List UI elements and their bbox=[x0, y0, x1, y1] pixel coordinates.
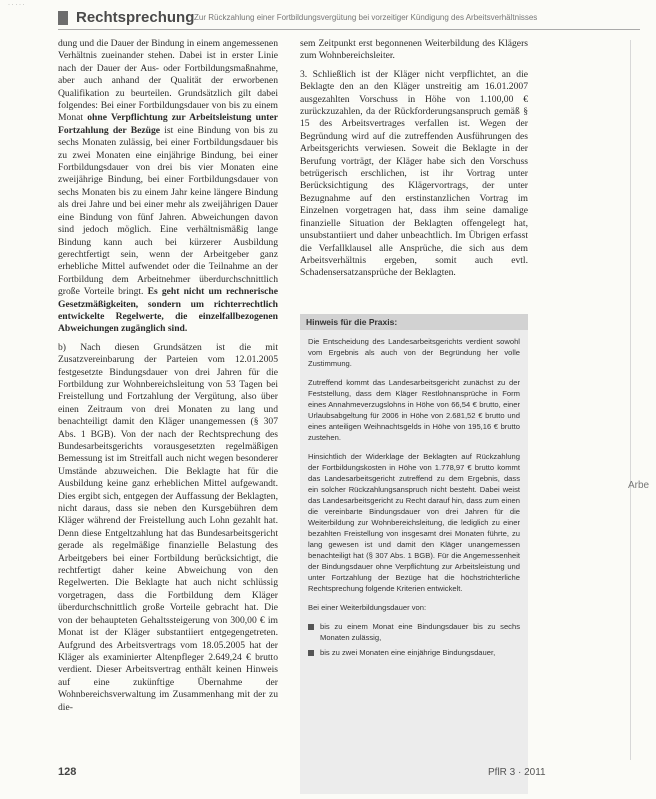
note-paragraph: Zutreffend kommt das Landesarbeitsgericht zunächst zu der Feststellung, dass dem Kläger Restlohnansprüche in Form eines Annahmeverzugslohns in Höhe von 66,54 € brutto, einer Urlaubsabgeltung für 2006 in Höhe von 2.681,52 € brutto und eines anteiligen Weihnachtsgelds in Höhe von 195,16 € brutto zustehen. bbox=[308, 378, 520, 442]
emphasis-text: ohne Verpflichtung zur Arbeitsleistung unter Fortzahlung der Bezüge bbox=[58, 112, 279, 136]
paragraph-bindungsdauer bbox=[58, 38, 278, 336]
practice-note-box bbox=[300, 314, 528, 794]
practice-note-body bbox=[300, 330, 528, 658]
right-column bbox=[300, 38, 528, 286]
paragraph-continuation: sem Zeitpunkt erst begonnenen Weiterbildung des Klägers zum Wohnbereichsleiter. bbox=[300, 38, 528, 62]
section-title: Rechtsprechung bbox=[76, 9, 195, 26]
corner-mark: · · · · · bbox=[8, 2, 25, 8]
page-header bbox=[58, 9, 640, 31]
note-paragraph: Bei einer Weiterbildungsdauer von: bbox=[308, 603, 427, 612]
square-bullet-icon bbox=[308, 624, 314, 630]
header-rule bbox=[58, 29, 640, 30]
emphasis-text: Es geht nicht um rechnerische Gesetzmäßigkeiten, sondern um richterrechtlich entwickelte Regelwerte, die einzelfallbezogenen Abweichungen zugänglich sind. bbox=[58, 286, 278, 335]
page-number: 128 bbox=[58, 766, 77, 778]
margin-rule bbox=[630, 40, 631, 760]
list-item-text: bis zu einem Monat eine Bindungsdauer bis zu sechs Monaten zulässig, bbox=[320, 622, 520, 642]
paragraph-text: ist eine Bindung von bis zu sechs Monaten zulässig, bei einer Fortbildungsdauer bis zu zwei Monaten eine einjährige Bindung, bei einer Fortbildungsdauer von drei bis vier Monaten eine zweijährige Bindung, bei einer Fortbildungsdauer von sechs Monaten bis zu einem Jahr keine längere Bindung als drei Jahre und bei einer mehr als zweijährigen Dauer eine Bindung von fünf Jahren. Abweichungen davon sind jedoch möglich. Eine verhältnismäßig lange Bindung kann auch bei kürzerer Ausbildung gerechtfertigt sein, wenn der Arbeitgeber ganz erhebliche Mittel aufwendet oder die Teilnahme an der Fortbildung dem Arbeitnehmer überdurchschnittlich große Vorteile bringt. bbox=[58, 124, 278, 298]
paragraph-text: dung und die Dauer der Bindung in einem angemessenen Verhältnis zueinander stehen. Dabei ist in erster Linie nach der Dauer der Aus- oder Fortbildungsmaßnahme, aber auch anhand der Qualität der erworbenen Qualifikation zu beurteilen. Grundsätzlich gilt dabei folgendes: Bei einer Fortbildungsdauer von bis zu einem Monat bbox=[58, 38, 278, 124]
list-item bbox=[308, 647, 520, 658]
header-marker bbox=[58, 11, 68, 25]
practice-note-title: Hinweis für die Praxis: bbox=[300, 314, 528, 330]
section-subtitle: Zur Rückzahlung einer Fortbildungsvergütung bei vorzeitiger Kündigung des Arbeitsverhältnisses bbox=[194, 13, 538, 22]
square-bullet-icon bbox=[308, 650, 314, 656]
left-column bbox=[58, 38, 278, 720]
list-item-text: bis zu zwei Monaten eine einjährige Bindungsdauer, bbox=[320, 648, 496, 657]
journal-issue: PflR 3 · 2011 bbox=[488, 767, 546, 778]
section-tab: Arbe bbox=[628, 480, 650, 491]
note-paragraph: Hinsichtlich der Widerklage der Beklagten auf Rückzahlung der Fortbildungskosten in Höhe von 1.778,97 € brutto kommt das Landesarbeitsgericht zutreffend zu dem Ergebnis, dass ein solcher Rückzahlungsanspruch nicht besteht. Dabei weist das Landesarbeitsgericht zu Recht darauf hin, dass zum einen die vereinbarte Bindungsdauer von drei Jahren für die Weiterbildung zur Wohnbereichsleitung, die lediglich zu einer bezahlten Freistellung von insgesamt drei Monaten führte, zu lang gewesen ist und damit den Kläger unangemessen benachteiligt hat (§ 307 Abs. 1 BGB). Für die Angemessenheit der Bindungsdauer ohne Verpflichtung zur Arbeitsleistung und unter Fortzahlung der Bezüge hat die höchstrichterliche Rechtsprechung folgende Kriterien entwickelt. bbox=[308, 452, 520, 593]
note-paragraph: Die Entscheidung des Landesarbeitsgerichts verdient sowohl vom Ergebnis als auch von der Begründung her volle Zustimmung. bbox=[308, 337, 520, 368]
paragraph-b: b) Nach diesen Grundsätzen ist die mit Zusatzvereinbarung der Parteien vom 12.01.2005 festgesetzte Bindungsdauer von drei Jahren für die Fortbildung zur Wohnbereichsleitung von 53 Tagen bei Freistellung und Fortzahlung der Vergütung, also über einen Zeitraum von drei Monaten zu lang und benachteiligt damit den Kläger unangemessen (§ 307 Abs. 1 BGB). Von der nach der Rechtsprechung des Bundesarbeitsgerichts vorausgesetzten regelmäßigen Bemessung ist im Streitfall auch nicht wegen besonderer Umstände abzuweichen. Die Beklagte hat für die Ausbildung keine ganz erheblichen Mittel aufgewandt. Dies ergibt sich, entgegen der Auffassung der Beklagten, nicht daraus, dass sie neben den Kursgebühren dem Kläger während der Freistellung auch Lohn gezahlt hat. Denn diese Entgeltzahlung hat das Bundesarbeitsgericht gerade als regelmäßige finanzielle Belastung des Arbeitgebers bei einer Fortbildung berücksichtigt, die rechtfertigt daher keine Abweichung von den Regelwerten. Die Beklagte hat auch nicht schlüssig vorgetragen, dass die Fortbildung dem Kläger überdurchschnittlich große Vorteile gebracht hat. Die von der behaupteten Gehaltssteigerung von 300,00 € im Monat ist der Kläger substantiiert entgegengetreten. Aufgrund des Arbeitsvertrags vom 18.05.2005 hat der Kläger als examinierter Altenpfleger 2.649,24 € brutto verdient. Dieser Arbeitsvertrag enthält keinen Hinweis auf eine zukünftige Übernahme der Wohnbereichsverwaltung im Zusammenhang mit der zu die- bbox=[58, 341, 278, 713]
note-list bbox=[308, 621, 520, 658]
paragraph-3: 3. Schließlich ist der Kläger nicht verpflichtet, an die Beklagte den an den Kläger unstreitig am 16.01.2007 ausgezahlten Vorschuss in Höhe von 1.100,00 € zurückzuzahlen, da der Rückforderungsanspruch gemäß § 15 des Arbeitsvertrages verfallen ist. Wegen der Begründung wird auf die zutreffenden Ausführungen des Arbeitsgerichts verwiesen. Soweit die Beklagte in der Berufung vorträgt, der Kläger habe sich den Vorschuss betrügerisch erschlichen, ist ihr Vortrag unter Berücksichtigung des Klägervortrags, der unter Bezugnahme auf den erstinstanzlichen Vortrag im Einzelnen vorgetragen hat, dass ihm seine damalige finanzielle Situation der Beklagten offengelegt hat, unsubstantiiert und daher unbeachtlich. Im Übrigen erfasst die Verfallklausel alle Ansprüche, die sich aus dem Arbeitsverhältnis ergeben, somit auch evtl. Schadensersatzansprüche der Beklagten. bbox=[300, 68, 528, 279]
list-item bbox=[308, 621, 520, 643]
